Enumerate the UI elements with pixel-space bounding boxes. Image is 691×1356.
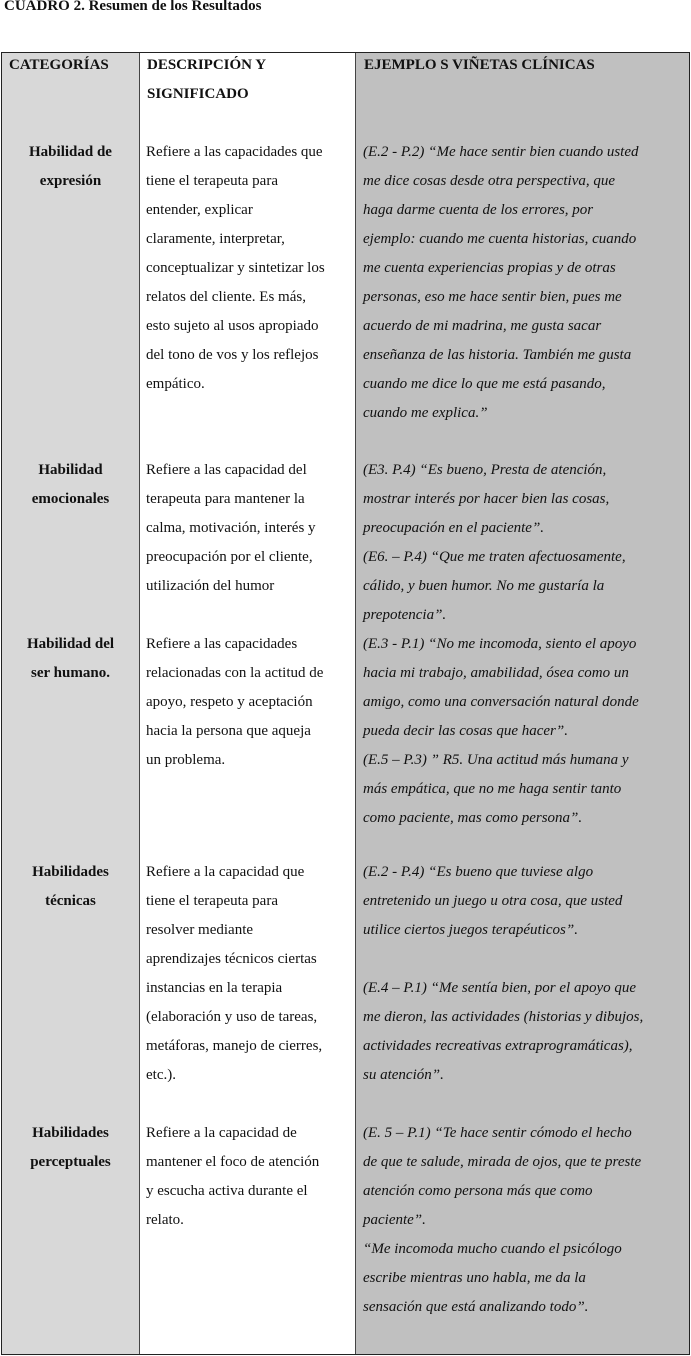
header-ejemplos: EJEMPLO S VIÑETAS CLÍNICAS bbox=[364, 57, 595, 73]
table-caption: CUADRO 2. Resumen de los Resultados bbox=[4, 0, 262, 14]
example-line bbox=[363, 945, 643, 974]
category-line: Habilidad bbox=[38, 462, 103, 478]
category-line: expresión bbox=[39, 173, 102, 189]
example-line: preocupación en el paciente”. bbox=[363, 520, 545, 536]
category-line: técnicas bbox=[45, 893, 96, 909]
example-line: atención como persona más que como bbox=[363, 1183, 593, 1199]
category-cell bbox=[2, 1119, 139, 1177]
example-line: escribe mientras uno habla, me da la bbox=[363, 1270, 586, 1286]
description-line: Refiere a la capacidad que bbox=[146, 864, 305, 880]
description-line: etc.). bbox=[146, 1067, 176, 1083]
example-line: actividades recreativas extraprogramáticas), bbox=[363, 1038, 633, 1054]
description-cell bbox=[146, 456, 316, 601]
description-line: Refiere a las capacidad del bbox=[146, 462, 307, 478]
category-line: Habilidades bbox=[32, 1125, 109, 1141]
example-line: me dice cosas desde otra perspectiva, que bbox=[363, 173, 616, 189]
description-line: relacionadas con la actitud de bbox=[146, 665, 324, 681]
header-line: DESCRIPCIÓN Y bbox=[147, 57, 267, 73]
example-line: paciente”. bbox=[363, 1212, 426, 1228]
example-cell bbox=[363, 858, 643, 1090]
header-line: SIGNIFICADO bbox=[147, 86, 249, 102]
description-line: conceptualizar y sintetizar los bbox=[146, 260, 325, 276]
description-cell bbox=[146, 138, 325, 399]
example-line: como paciente, mas como persona”. bbox=[363, 810, 583, 826]
column-divider bbox=[139, 53, 140, 1354]
description-line: Refiere a las capacidades que bbox=[146, 144, 323, 160]
description-line: resolver mediante bbox=[146, 922, 254, 938]
example-line: (E.2 - P.2) “Me hace sentir bien cuando usted bbox=[363, 144, 639, 160]
description-line: terapeuta para mantener la bbox=[146, 491, 305, 507]
category-line: ser humano. bbox=[31, 665, 110, 681]
example-line: me cuenta experiencias propias y de otras bbox=[363, 260, 616, 276]
example-cell bbox=[363, 138, 639, 428]
example-line: cuando me dice lo que me está pasando, bbox=[363, 376, 606, 392]
example-line: me dieron, las actividades (historias y dibujos, bbox=[363, 1009, 644, 1025]
example-cell bbox=[363, 630, 639, 833]
description-cell bbox=[146, 1119, 319, 1235]
description-line: (elaboración y uso de tareas, bbox=[146, 1009, 318, 1025]
example-line: (E. 5 – P.1) “Te hace sentir cómodo el hecho bbox=[363, 1125, 632, 1141]
category-cell bbox=[2, 456, 139, 514]
example-line: entretenido un juego u otra cosa, que usted bbox=[363, 893, 623, 909]
category-line: Habilidad de bbox=[29, 144, 112, 160]
results-table bbox=[1, 52, 690, 1355]
category-cell bbox=[2, 138, 139, 196]
description-line: esto sujeto al usos apropiado bbox=[146, 318, 319, 334]
description-line: Refiere a la capacidad de bbox=[146, 1125, 297, 1141]
description-line: relato. bbox=[146, 1212, 184, 1228]
description-line: apoyo, respeto y aceptación bbox=[146, 694, 313, 710]
description-line: calma, motivación, interés y bbox=[146, 520, 316, 536]
example-line: “Me incomoda mucho cuando el psicólogo bbox=[363, 1241, 622, 1257]
category-line: emocionales bbox=[31, 491, 110, 507]
category-line: Habilidades bbox=[32, 864, 109, 880]
header-descripcion bbox=[147, 51, 266, 109]
example-line: su atención”. bbox=[363, 1067, 444, 1083]
description-line: un problema. bbox=[146, 752, 226, 768]
description-line: entender, explicar bbox=[146, 202, 253, 218]
description-cell bbox=[146, 630, 323, 775]
description-line: Refiere a las capacidades bbox=[146, 636, 298, 652]
column-divider bbox=[355, 53, 356, 1354]
example-line: (E3. P.4) “Es bueno, Presta de atención, bbox=[363, 462, 607, 478]
description-cell bbox=[146, 858, 322, 1090]
example-line: utilice ciertos juegos terapéuticos”. bbox=[363, 922, 578, 938]
category-line: Habilidad del bbox=[26, 636, 115, 652]
description-line: preocupación por el cliente, bbox=[146, 549, 313, 565]
example-line: amigo, como una conversación natural donde bbox=[363, 694, 639, 710]
example-line: enseñanza de las historia. También me gusta bbox=[363, 347, 632, 363]
example-line: (E.2 - P.4) “Es bueno que tuviese algo bbox=[363, 864, 594, 880]
example-line: haga darme cuenta de los errores, por bbox=[363, 202, 594, 218]
example-line: personas, eso me hace sentir bien, pues me bbox=[363, 289, 622, 305]
description-line: tiene el terapeuta para bbox=[146, 893, 278, 909]
category-line: perceptuales bbox=[30, 1154, 111, 1170]
example-line: prepotencia”. bbox=[363, 607, 447, 623]
description-line: relatos del cliente. Es más, bbox=[146, 289, 306, 305]
description-line: y escucha activa durante el bbox=[146, 1183, 308, 1199]
example-line: pueda decir las cosas que hacer”. bbox=[363, 723, 568, 739]
example-line: (E6. – P.4) “Que me traten afectuosamente, bbox=[363, 549, 626, 565]
description-line: utilización del humor bbox=[146, 578, 275, 594]
example-line: (E.4 – P.1) “Me sentía bien, por el apoyo que bbox=[363, 980, 637, 996]
example-line: (E.3 - P.1) “No me incomoda, siento el apoyo bbox=[363, 636, 637, 652]
example-line: mostrar interés por hacer bien las cosas, bbox=[363, 491, 610, 507]
description-line: aprendizajes técnicos ciertas bbox=[146, 951, 317, 967]
example-cell bbox=[363, 1119, 641, 1322]
example-line: más empática, que no me haga sentir tanto bbox=[363, 781, 622, 797]
description-line: instancias en la terapia bbox=[146, 980, 283, 996]
example-line: de que te salude, mirada de ojos, que te preste bbox=[363, 1154, 642, 1170]
example-line: hacia mi trabajo, amabilidad, ósea como un bbox=[363, 665, 629, 681]
example-line: (E.5 – P.3) ” R5. Una actitud más humana y bbox=[363, 752, 629, 768]
example-line: ejemplo: cuando me cuenta historias, cuando bbox=[363, 231, 637, 247]
description-line: tiene el terapeuta para bbox=[146, 173, 278, 189]
description-line: del tono de vos y los reflejos bbox=[146, 347, 319, 363]
category-cell bbox=[2, 630, 139, 688]
example-line: sensación que está analizando todo”. bbox=[363, 1299, 589, 1315]
description-line: empático. bbox=[146, 376, 205, 392]
example-line: cuando me explica.” bbox=[363, 405, 488, 421]
example-line: cálido, y buen humor. No me gustaría la bbox=[363, 578, 605, 594]
header-categorias: CATEGORÍAS bbox=[9, 57, 109, 73]
description-line: claramente, interpretar, bbox=[146, 231, 285, 247]
category-cell bbox=[2, 858, 139, 916]
description-line: hacia la persona que aqueja bbox=[146, 723, 311, 739]
description-line: metáforas, manejo de cierres, bbox=[146, 1038, 323, 1054]
description-line: mantener el foco de atención bbox=[146, 1154, 320, 1170]
example-line: acuerdo de mi madrina, me gusta sacar bbox=[363, 318, 602, 334]
example-cell bbox=[363, 456, 626, 630]
